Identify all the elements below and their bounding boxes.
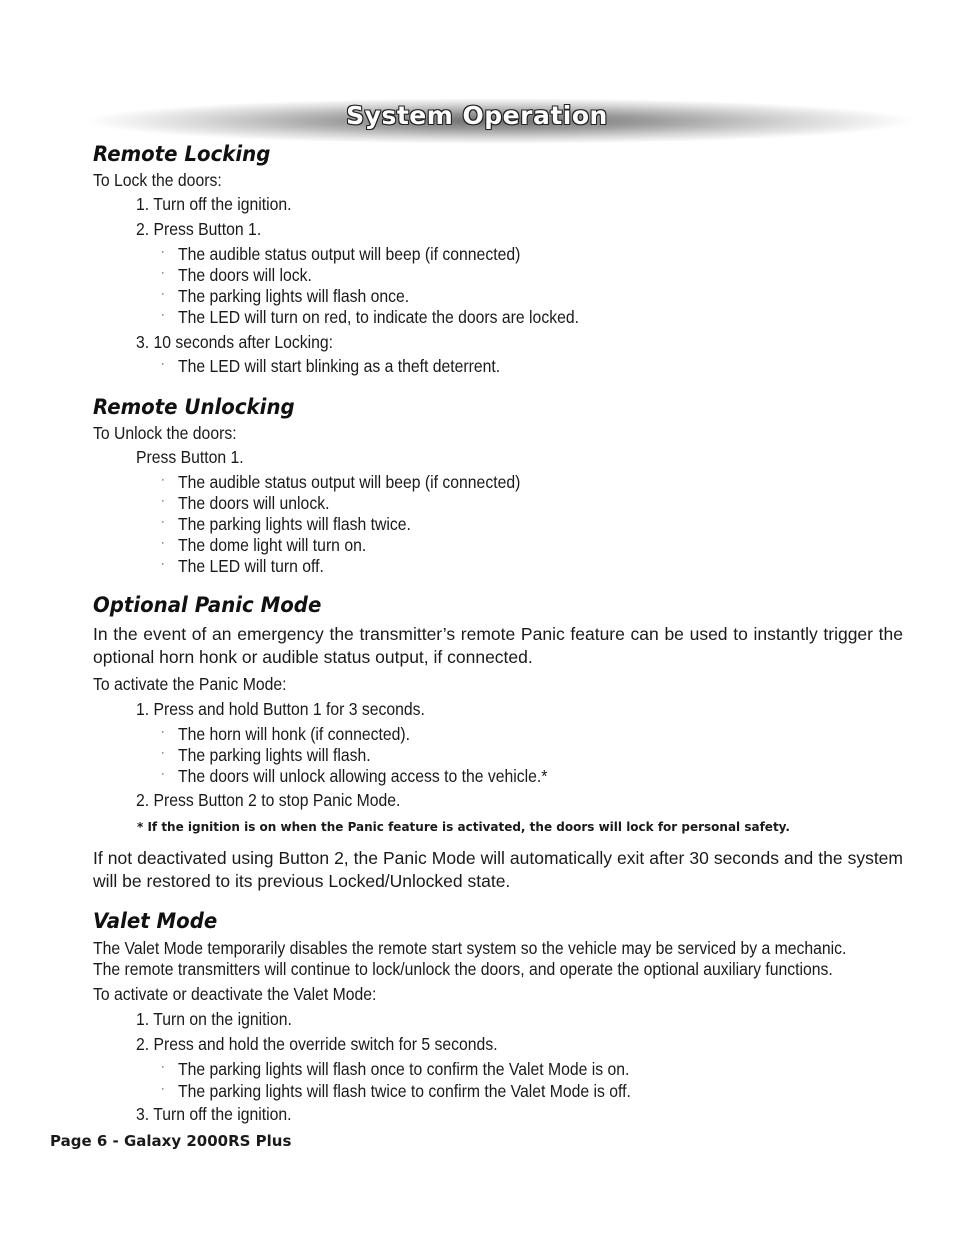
bullet-icon: ·	[161, 726, 165, 738]
list-item: The LED will turn on red, to indicate the doors are locked.	[178, 307, 579, 327]
bullet-icon: ·	[161, 768, 165, 780]
panic-mode-footnote: * If the ignition is on when the Panic feature is activated, the doors will lock for personal safety.	[137, 820, 790, 834]
bullet-icon: ·	[161, 267, 165, 279]
panic-mode-step-2: 2. Press Button 2 to stop Panic Mode.	[136, 790, 401, 810]
panic-mode-description: In the event of an emergency the transmitter’s remote Panic feature can be used to instantly trigger the optional horn honk or audible status output, if connected.	[93, 624, 903, 667]
remote-locking-intro: To Lock the doors:	[93, 170, 222, 190]
list-item: The audible status output will beep (if connected)	[178, 472, 521, 492]
heading-valet-mode: Valet Mode	[93, 909, 218, 933]
list-item: The doors will unlock.	[178, 493, 330, 513]
bullet-icon: ·	[161, 246, 165, 258]
valet-mode-description-line-2: The remote transmitters will continue to lock/unlock the doors, and operate the optional auxiliary functions.	[93, 959, 833, 979]
bullet-icon: ·	[161, 495, 165, 507]
heading-remote-unlocking: Remote Unlocking	[93, 395, 295, 419]
list-item: The audible status output will beep (if connected)	[178, 244, 521, 264]
bullet-icon: ·	[161, 358, 165, 370]
list-item: The doors will lock.	[178, 265, 312, 285]
list-item: The LED will start blinking as a theft deterrent.	[178, 356, 501, 376]
list-item: The doors will unlock allowing access to the vehicle.*	[178, 766, 548, 786]
remote-locking-step-1: 1. Turn off the ignition.	[136, 194, 292, 214]
bullet-icon: ·	[161, 537, 165, 549]
panic-mode-auto-exit-text: If not deactivated using Button 2, the Panic Mode will automatically exit after 30 seconds and the system will be restored to its previous Locked/Unlocked state.	[93, 848, 903, 891]
bullet-icon: ·	[161, 516, 165, 528]
bullet-icon: ·	[161, 747, 165, 759]
panic-mode-intro: To activate the Panic Mode:	[93, 674, 287, 694]
heading-remote-locking: Remote Locking	[93, 142, 271, 166]
valet-mode-step-1: 1. Turn on the ignition.	[136, 1009, 292, 1029]
remote-unlocking-step: Press Button 1.	[136, 447, 244, 467]
list-item: The horn will honk (if connected).	[178, 724, 411, 744]
valet-mode-description-line-1: The Valet Mode temporarily disables the remote start system so the vehicle may be serviced by a mechanic.	[93, 938, 847, 958]
valet-mode-step-3: 3. Turn off the ignition.	[136, 1104, 292, 1124]
list-item: The parking lights will flash twice.	[178, 514, 411, 534]
list-item: The parking lights will flash twice to confirm the Valet Mode is off.	[178, 1081, 631, 1101]
bullet-icon: ·	[161, 474, 165, 486]
bullet-icon: ·	[161, 558, 165, 570]
panic-mode-step-1: 1. Press and hold Button 1 for 3 seconds.	[136, 699, 425, 719]
page-title: System Operation	[346, 101, 608, 130]
list-item: The dome light will turn on.	[178, 535, 367, 555]
list-item: The parking lights will flash once.	[178, 286, 410, 306]
bullet-icon: ·	[161, 1061, 165, 1073]
remote-locking-step-3: 3. 10 seconds after Locking:	[136, 332, 334, 352]
bullet-icon: ·	[161, 288, 165, 300]
bullet-icon: ·	[161, 309, 165, 321]
valet-mode-intro: To activate or deactivate the Valet Mode:	[93, 984, 377, 1004]
list-item: The LED will turn off.	[178, 556, 324, 576]
list-item: The parking lights will flash once to confirm the Valet Mode is on.	[178, 1059, 630, 1079]
list-item: The parking lights will flash.	[178, 745, 371, 765]
heading-optional-panic-mode: Optional Panic Mode	[93, 593, 322, 617]
valet-mode-step-2: 2. Press and hold the override switch for 5 seconds.	[136, 1034, 498, 1054]
bullet-icon: ·	[161, 1083, 165, 1095]
remote-unlocking-intro: To Unlock the doors:	[93, 423, 237, 443]
page-footer: Page 6 - Galaxy 2000RS Plus	[50, 1132, 292, 1150]
remote-locking-step-2: 2. Press Button 1.	[136, 219, 262, 239]
